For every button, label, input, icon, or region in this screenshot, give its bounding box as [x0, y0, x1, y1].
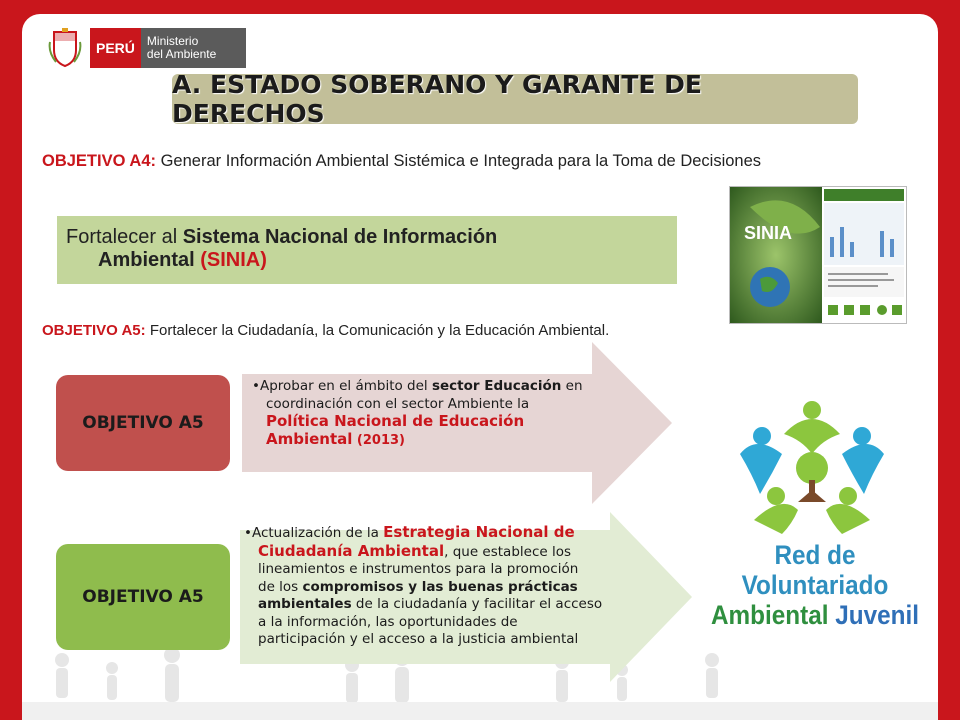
card-1-line1-end: en: [561, 378, 583, 394]
sinia-bold2: Ambiental: [98, 249, 201, 271]
card-1-line1: Aprobar en el ámbito del: [259, 378, 432, 394]
objective-a5-badge-1: OBJETIVO A5: [56, 375, 230, 471]
card-2-line5-bold: ambientales: [258, 596, 352, 612]
card-2-line2: , que establece los: [444, 543, 572, 560]
card-2-text: [244, 524, 624, 649]
objective-a5-label: OBJETIVO A5:: [42, 322, 146, 339]
card-2-line4-bold: compromisos y las buenas prácticas: [302, 578, 578, 595]
peru-label: PERÚ: [90, 28, 141, 68]
card-2-line4: de los: [258, 578, 303, 595]
card-2-line1-red: Estrategia Nacional de: [383, 523, 575, 541]
card-2-line3: lineamientos e instrumentos para la promoción: [258, 561, 579, 577]
card-1-year: (2013): [352, 432, 405, 448]
card-2-line5: de la ciudadanía y facilitar el acceso: [351, 596, 603, 612]
objective-a4-text: Generar Información Ambiental Sistémica e Integrada para la Toma de Decisiones: [160, 152, 762, 170]
card-1-line2: coordinación con el sector Ambiente la: [266, 395, 530, 412]
objective-a5-text: Fortalecer la Ciudadanía, la Comunicación y la Educación Ambiental.: [149, 322, 610, 339]
card-2-line6: a la información, las oportunidades de: [258, 613, 518, 630]
wordmark-line1: Red de Voluntariado: [741, 540, 889, 600]
bullet: •: [244, 525, 252, 541]
objective-a4-label: OBJETIVO A4:: [42, 152, 156, 170]
wordmark-line2a: Ambiental: [711, 600, 836, 630]
card-2-line1: Actualización de la: [251, 525, 384, 541]
objective-a5-heading: [42, 322, 609, 339]
ministry-label: [141, 28, 246, 68]
card-1-line1-bold: sector Educación: [431, 378, 562, 394]
card-2-line2-red: Ciudadanía Ambiental: [258, 541, 445, 560]
sinia-acronym: (SINIA): [200, 249, 267, 271]
objective-a5-badge-2: OBJETIVO A5: [56, 544, 230, 650]
sinia-screenshot-image: [729, 186, 907, 324]
footer-url: www.minam.gob.pe: [756, 662, 920, 681]
card-2-line7: participación y el acceso a la justicia ambiental: [258, 631, 579, 647]
sinia-bold: Sistema Nacional de Información: [182, 226, 498, 248]
wordmark-line2b: Juvenil: [835, 600, 919, 630]
sinia-callout: [57, 216, 677, 284]
ministry-line1: Ministerio: [146, 34, 199, 48]
ministry-line2: del Ambiente: [146, 47, 217, 61]
peru-coat-of-arms-icon: [48, 28, 82, 68]
voluntariado-wordmark: [703, 540, 928, 630]
card-1-line3: Política Nacional de Educación: [266, 412, 525, 430]
objective-a4: [42, 146, 932, 177]
card-1-line4: Ambiental: [266, 429, 353, 448]
page-background: [22, 14, 938, 720]
bullet: •: [252, 378, 260, 394]
minam-logo: [48, 28, 246, 68]
sinia-image-text: SINIA: [744, 223, 793, 243]
page-title: A. ESTADO SOBERANO Y GARANTE DE DERECHOS: [172, 74, 858, 124]
sinia-prefix: Fortalecer al: [66, 226, 183, 248]
card-1-text: [252, 378, 612, 449]
